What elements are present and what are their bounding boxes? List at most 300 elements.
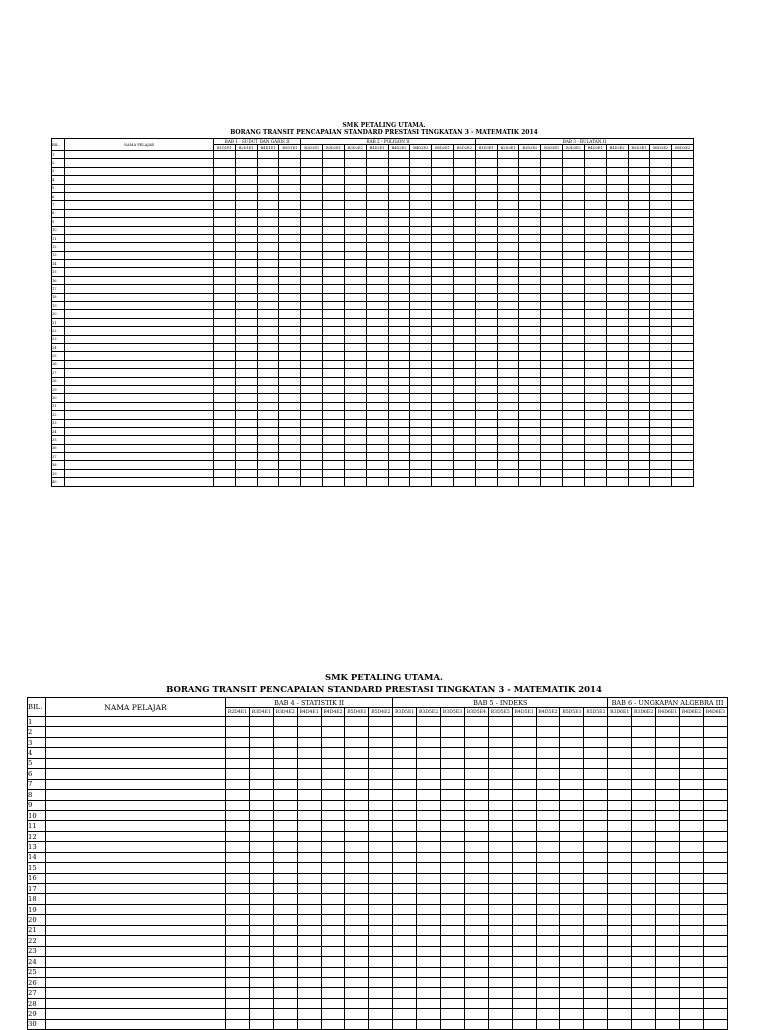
score-cell[interactable] xyxy=(536,810,560,820)
score-cell[interactable] xyxy=(656,779,680,789)
score-cell[interactable] xyxy=(273,894,297,904)
score-cell[interactable] xyxy=(417,810,441,820)
score-cell[interactable] xyxy=(345,936,369,946)
score-cell[interactable] xyxy=(297,894,321,904)
score-cell[interactable] xyxy=(441,790,465,800)
score-cell[interactable] xyxy=(560,936,584,946)
score-cell[interactable] xyxy=(249,884,273,894)
score-cell[interactable] xyxy=(273,790,297,800)
score-cell[interactable] xyxy=(679,936,703,946)
score-cell[interactable] xyxy=(249,800,273,810)
score-cell[interactable] xyxy=(488,758,512,768)
score-cell[interactable] xyxy=(249,957,273,967)
score-cell[interactable] xyxy=(608,758,632,768)
score-cell[interactable] xyxy=(369,790,393,800)
score-cell[interactable] xyxy=(488,904,512,914)
score-cell[interactable] xyxy=(608,1019,632,1029)
score-cell[interactable] xyxy=(679,884,703,894)
score-cell[interactable] xyxy=(632,988,656,998)
score-cell[interactable] xyxy=(321,717,345,727)
score-cell[interactable] xyxy=(703,904,727,914)
score-cell[interactable] xyxy=(656,831,680,841)
score-cell[interactable] xyxy=(393,967,417,977)
score-cell[interactable] xyxy=(536,904,560,914)
score-cell[interactable] xyxy=(226,884,250,894)
score-cell[interactable] xyxy=(656,925,680,935)
score-cell[interactable] xyxy=(226,852,250,862)
score-cell[interactable] xyxy=(321,790,345,800)
score-cell[interactable] xyxy=(584,988,608,998)
score-cell[interactable] xyxy=(417,800,441,810)
student-name-cell[interactable] xyxy=(46,977,226,987)
score-cell[interactable] xyxy=(560,967,584,977)
score-cell[interactable] xyxy=(226,842,250,852)
score-cell[interactable] xyxy=(536,842,560,852)
score-cell[interactable] xyxy=(488,779,512,789)
score-cell[interactable] xyxy=(393,1009,417,1019)
student-name-cell[interactable] xyxy=(46,727,226,737)
score-cell[interactable] xyxy=(226,769,250,779)
score-cell[interactable] xyxy=(632,925,656,935)
score-cell[interactable] xyxy=(512,852,536,862)
score-cell[interactable] xyxy=(226,717,250,727)
score-cell[interactable] xyxy=(679,758,703,768)
score-cell[interactable] xyxy=(345,727,369,737)
score-cell[interactable] xyxy=(393,946,417,956)
score-cell[interactable] xyxy=(584,1019,608,1029)
score-cell[interactable] xyxy=(345,831,369,841)
score-cell[interactable] xyxy=(488,748,512,758)
score-cell[interactable] xyxy=(441,717,465,727)
score-cell[interactable] xyxy=(608,946,632,956)
score-cell[interactable] xyxy=(679,904,703,914)
score-cell[interactable] xyxy=(703,779,727,789)
score-cell[interactable] xyxy=(345,821,369,831)
score-cell[interactable] xyxy=(345,790,369,800)
score-cell[interactable] xyxy=(441,1019,465,1029)
score-cell[interactable] xyxy=(345,977,369,987)
score-cell[interactable] xyxy=(488,852,512,862)
score-cell[interactable] xyxy=(249,779,273,789)
score-cell[interactable] xyxy=(488,769,512,779)
score-cell[interactable] xyxy=(632,977,656,987)
score-cell[interactable] xyxy=(321,779,345,789)
score-cell[interactable] xyxy=(656,800,680,810)
score-cell[interactable] xyxy=(369,769,393,779)
score-cell[interactable] xyxy=(297,957,321,967)
score-cell[interactable] xyxy=(417,852,441,862)
score-cell[interactable] xyxy=(656,915,680,925)
score-cell[interactable] xyxy=(273,821,297,831)
score-cell[interactable] xyxy=(464,873,488,883)
score-cell[interactable] xyxy=(679,831,703,841)
score-cell[interactable] xyxy=(321,737,345,747)
score-cell[interactable] xyxy=(249,727,273,737)
student-name-cell[interactable] xyxy=(46,769,226,779)
score-cell[interactable] xyxy=(632,967,656,977)
score-cell[interactable] xyxy=(488,727,512,737)
score-cell[interactable] xyxy=(273,727,297,737)
score-cell[interactable] xyxy=(345,758,369,768)
score-cell[interactable] xyxy=(345,737,369,747)
score-cell[interactable] xyxy=(632,737,656,747)
score-cell[interactable] xyxy=(297,852,321,862)
score-cell[interactable] xyxy=(512,884,536,894)
score-cell[interactable] xyxy=(656,884,680,894)
score-cell[interactable] xyxy=(297,915,321,925)
score-cell[interactable] xyxy=(608,957,632,967)
score-cell[interactable] xyxy=(488,810,512,820)
score-cell[interactable] xyxy=(608,936,632,946)
score-cell[interactable] xyxy=(345,925,369,935)
score-cell[interactable] xyxy=(297,810,321,820)
score-cell[interactable] xyxy=(417,863,441,873)
score-cell[interactable] xyxy=(488,717,512,727)
score-cell[interactable] xyxy=(393,884,417,894)
score-cell[interactable] xyxy=(584,873,608,883)
score-cell[interactable] xyxy=(464,1009,488,1019)
score-cell[interactable] xyxy=(369,1019,393,1029)
score-cell[interactable] xyxy=(249,758,273,768)
score-cell[interactable] xyxy=(226,758,250,768)
score-cell[interactable] xyxy=(297,831,321,841)
score-cell[interactable] xyxy=(679,873,703,883)
score-cell[interactable] xyxy=(679,967,703,977)
student-name-cell[interactable] xyxy=(46,842,226,852)
score-cell[interactable] xyxy=(393,1019,417,1029)
score-cell[interactable] xyxy=(369,904,393,914)
score-cell[interactable] xyxy=(417,988,441,998)
score-cell[interactable] xyxy=(560,842,584,852)
score-cell[interactable] xyxy=(584,894,608,904)
score-cell[interactable] xyxy=(321,831,345,841)
score-cell[interactable] xyxy=(536,863,560,873)
score-cell[interactable] xyxy=(226,977,250,987)
score-cell[interactable] xyxy=(536,925,560,935)
score-cell[interactable] xyxy=(584,810,608,820)
score-cell[interactable] xyxy=(488,946,512,956)
score-cell[interactable] xyxy=(369,873,393,883)
score-cell[interactable] xyxy=(656,1019,680,1029)
score-cell[interactable] xyxy=(703,821,727,831)
score-cell[interactable] xyxy=(632,884,656,894)
score-cell[interactable] xyxy=(393,769,417,779)
score-cell[interactable] xyxy=(441,957,465,967)
score-cell[interactable] xyxy=(369,737,393,747)
score-cell[interactable] xyxy=(297,717,321,727)
score-cell[interactable] xyxy=(345,810,369,820)
score-cell[interactable] xyxy=(369,977,393,987)
score-cell[interactable] xyxy=(393,779,417,789)
score-cell[interactable] xyxy=(608,769,632,779)
score-cell[interactable] xyxy=(226,1019,250,1029)
score-cell[interactable] xyxy=(345,998,369,1008)
score-cell[interactable] xyxy=(656,821,680,831)
score-cell[interactable] xyxy=(608,821,632,831)
score-cell[interactable] xyxy=(536,915,560,925)
score-cell[interactable] xyxy=(679,727,703,737)
score-cell[interactable] xyxy=(417,831,441,841)
score-cell[interactable] xyxy=(656,1009,680,1019)
score-cell[interactable] xyxy=(512,873,536,883)
score-cell[interactable] xyxy=(297,800,321,810)
score-cell[interactable] xyxy=(656,998,680,1008)
score-cell[interactable] xyxy=(608,873,632,883)
score-cell[interactable] xyxy=(393,957,417,967)
score-cell[interactable] xyxy=(249,915,273,925)
score-cell[interactable] xyxy=(441,925,465,935)
score-cell[interactable] xyxy=(369,717,393,727)
score-cell[interactable] xyxy=(345,852,369,862)
score-cell[interactable] xyxy=(679,790,703,800)
score-cell[interactable] xyxy=(321,758,345,768)
score-cell[interactable] xyxy=(560,852,584,862)
score-cell[interactable] xyxy=(441,727,465,737)
score-cell[interactable] xyxy=(560,957,584,967)
student-name-cell[interactable] xyxy=(46,810,226,820)
score-cell[interactable] xyxy=(703,936,727,946)
score-cell[interactable] xyxy=(441,904,465,914)
student-name-cell[interactable] xyxy=(46,717,226,727)
score-cell[interactable] xyxy=(488,925,512,935)
score-cell[interactable] xyxy=(441,884,465,894)
student-name-cell[interactable] xyxy=(46,936,226,946)
score-cell[interactable] xyxy=(393,988,417,998)
score-cell[interactable] xyxy=(536,790,560,800)
score-cell[interactable] xyxy=(488,967,512,977)
score-cell[interactable] xyxy=(393,925,417,935)
score-cell[interactable] xyxy=(679,863,703,873)
score-cell[interactable] xyxy=(679,821,703,831)
score-cell[interactable] xyxy=(632,758,656,768)
score-cell[interactable] xyxy=(369,842,393,852)
score-cell[interactable] xyxy=(512,915,536,925)
score-cell[interactable] xyxy=(608,967,632,977)
score-cell[interactable] xyxy=(321,988,345,998)
score-cell[interactable] xyxy=(536,1009,560,1019)
score-cell[interactable] xyxy=(441,758,465,768)
score-cell[interactable] xyxy=(703,988,727,998)
score-cell[interactable] xyxy=(536,977,560,987)
score-cell[interactable] xyxy=(321,1019,345,1029)
score-cell[interactable] xyxy=(464,967,488,977)
score-cell[interactable] xyxy=(297,1019,321,1029)
score-cell[interactable] xyxy=(512,717,536,727)
score-cell[interactable] xyxy=(249,967,273,977)
score-cell[interactable] xyxy=(679,810,703,820)
score-cell[interactable] xyxy=(345,894,369,904)
score-cell[interactable] xyxy=(441,936,465,946)
score-cell[interactable] xyxy=(608,831,632,841)
score-cell[interactable] xyxy=(536,769,560,779)
student-name-cell[interactable] xyxy=(46,1019,226,1029)
score-cell[interactable] xyxy=(632,998,656,1008)
score-cell[interactable] xyxy=(656,758,680,768)
score-cell[interactable] xyxy=(584,936,608,946)
score-cell[interactable] xyxy=(679,779,703,789)
score-cell[interactable] xyxy=(417,727,441,737)
score-cell[interactable] xyxy=(512,821,536,831)
score-cell[interactable] xyxy=(393,977,417,987)
score-cell[interactable] xyxy=(512,758,536,768)
score-cell[interactable] xyxy=(679,737,703,747)
score-cell[interactable] xyxy=(464,800,488,810)
score-cell[interactable] xyxy=(393,915,417,925)
score-cell[interactable] xyxy=(345,779,369,789)
score-cell[interactable] xyxy=(321,998,345,1008)
score-cell[interactable] xyxy=(584,863,608,873)
score-cell[interactable] xyxy=(560,1009,584,1019)
score-cell[interactable] xyxy=(560,769,584,779)
student-name-cell[interactable] xyxy=(46,748,226,758)
score-cell[interactable] xyxy=(703,977,727,987)
score-cell[interactable] xyxy=(464,769,488,779)
score-cell[interactable] xyxy=(321,800,345,810)
student-name-cell[interactable] xyxy=(46,1009,226,1019)
score-cell[interactable] xyxy=(226,727,250,737)
score-cell[interactable] xyxy=(656,727,680,737)
score-cell[interactable] xyxy=(321,894,345,904)
score-cell[interactable] xyxy=(703,737,727,747)
score-cell[interactable] xyxy=(273,842,297,852)
score-cell[interactable] xyxy=(464,925,488,935)
score-cell[interactable] xyxy=(273,810,297,820)
score-cell[interactable] xyxy=(441,873,465,883)
score-cell[interactable] xyxy=(249,977,273,987)
score-cell[interactable] xyxy=(417,967,441,977)
score-cell[interactable] xyxy=(273,915,297,925)
score-cell[interactable] xyxy=(584,957,608,967)
score-cell[interactable] xyxy=(393,842,417,852)
score-cell[interactable] xyxy=(488,873,512,883)
student-name-cell[interactable] xyxy=(46,873,226,883)
student-name-cell[interactable] xyxy=(46,821,226,831)
score-cell[interactable] xyxy=(512,946,536,956)
score-cell[interactable] xyxy=(536,737,560,747)
score-cell[interactable] xyxy=(249,863,273,873)
score-cell[interactable] xyxy=(632,810,656,820)
score-cell[interactable] xyxy=(632,779,656,789)
score-cell[interactable] xyxy=(321,842,345,852)
score-cell[interactable] xyxy=(345,800,369,810)
score-cell[interactable] xyxy=(393,904,417,914)
score-cell[interactable] xyxy=(679,998,703,1008)
score-cell[interactable] xyxy=(464,998,488,1008)
score-cell[interactable] xyxy=(393,737,417,747)
score-cell[interactable] xyxy=(632,936,656,946)
score-cell[interactable] xyxy=(464,717,488,727)
score-cell[interactable] xyxy=(632,894,656,904)
score-cell[interactable] xyxy=(273,769,297,779)
score-cell[interactable] xyxy=(226,957,250,967)
student-name-cell[interactable] xyxy=(46,737,226,747)
score-cell[interactable] xyxy=(632,1009,656,1019)
score-cell[interactable] xyxy=(608,737,632,747)
score-cell[interactable] xyxy=(345,863,369,873)
score-cell[interactable] xyxy=(393,894,417,904)
score-cell[interactable] xyxy=(536,957,560,967)
score-cell[interactable] xyxy=(441,800,465,810)
score-cell[interactable] xyxy=(464,758,488,768)
score-cell[interactable] xyxy=(656,936,680,946)
score-cell[interactable] xyxy=(321,852,345,862)
score-cell[interactable] xyxy=(226,748,250,758)
score-cell[interactable] xyxy=(703,810,727,820)
score-cell[interactable] xyxy=(560,831,584,841)
score-cell[interactable] xyxy=(464,852,488,862)
score-cell[interactable] xyxy=(345,1009,369,1019)
score-cell[interactable] xyxy=(249,998,273,1008)
score-cell[interactable] xyxy=(656,946,680,956)
score-cell[interactable] xyxy=(273,988,297,998)
score-cell[interactable] xyxy=(273,1019,297,1029)
score-cell[interactable] xyxy=(226,779,250,789)
score-cell[interactable] xyxy=(249,717,273,727)
score-cell[interactable] xyxy=(488,790,512,800)
score-cell[interactable] xyxy=(393,831,417,841)
score-cell[interactable] xyxy=(297,884,321,894)
score-cell[interactable] xyxy=(321,748,345,758)
score-cell[interactable] xyxy=(441,810,465,820)
score-cell[interactable] xyxy=(703,957,727,967)
score-cell[interactable] xyxy=(464,842,488,852)
score-cell[interactable] xyxy=(321,936,345,946)
score-cell[interactable] xyxy=(297,988,321,998)
score-cell[interactable] xyxy=(273,779,297,789)
score-cell[interactable] xyxy=(679,894,703,904)
score-cell[interactable] xyxy=(417,904,441,914)
score-cell[interactable] xyxy=(656,852,680,862)
score-cell[interactable] xyxy=(249,831,273,841)
score-cell[interactable] xyxy=(488,800,512,810)
score-cell[interactable] xyxy=(679,957,703,967)
score-cell[interactable] xyxy=(321,884,345,894)
score-cell[interactable] xyxy=(512,769,536,779)
score-cell[interactable] xyxy=(369,758,393,768)
score-cell[interactable] xyxy=(417,737,441,747)
score-cell[interactable] xyxy=(369,946,393,956)
score-cell[interactable] xyxy=(703,769,727,779)
score-cell[interactable] xyxy=(321,1009,345,1019)
student-name-cell[interactable] xyxy=(46,998,226,1008)
score-cell[interactable] xyxy=(703,831,727,841)
score-cell[interactable] xyxy=(488,894,512,904)
score-cell[interactable] xyxy=(536,967,560,977)
score-cell[interactable] xyxy=(273,998,297,1008)
score-cell[interactable] xyxy=(464,810,488,820)
score-cell[interactable] xyxy=(369,1009,393,1019)
score-cell[interactable] xyxy=(512,727,536,737)
score-cell[interactable] xyxy=(249,821,273,831)
score-cell[interactable] xyxy=(584,758,608,768)
score-cell[interactable] xyxy=(297,758,321,768)
score-cell[interactable] xyxy=(393,936,417,946)
score-cell[interactable] xyxy=(226,894,250,904)
score-cell[interactable] xyxy=(321,769,345,779)
score-cell[interactable] xyxy=(536,894,560,904)
score-cell[interactable] xyxy=(656,988,680,998)
score-cell[interactable] xyxy=(393,727,417,737)
score-cell[interactable] xyxy=(584,1009,608,1019)
score-cell[interactable] xyxy=(297,946,321,956)
score-cell[interactable] xyxy=(226,936,250,946)
score-cell[interactable] xyxy=(656,957,680,967)
score-cell[interactable] xyxy=(560,717,584,727)
score-cell[interactable] xyxy=(608,988,632,998)
score-cell[interactable] xyxy=(679,769,703,779)
score-cell[interactable] xyxy=(297,977,321,987)
score-cell[interactable] xyxy=(369,810,393,820)
